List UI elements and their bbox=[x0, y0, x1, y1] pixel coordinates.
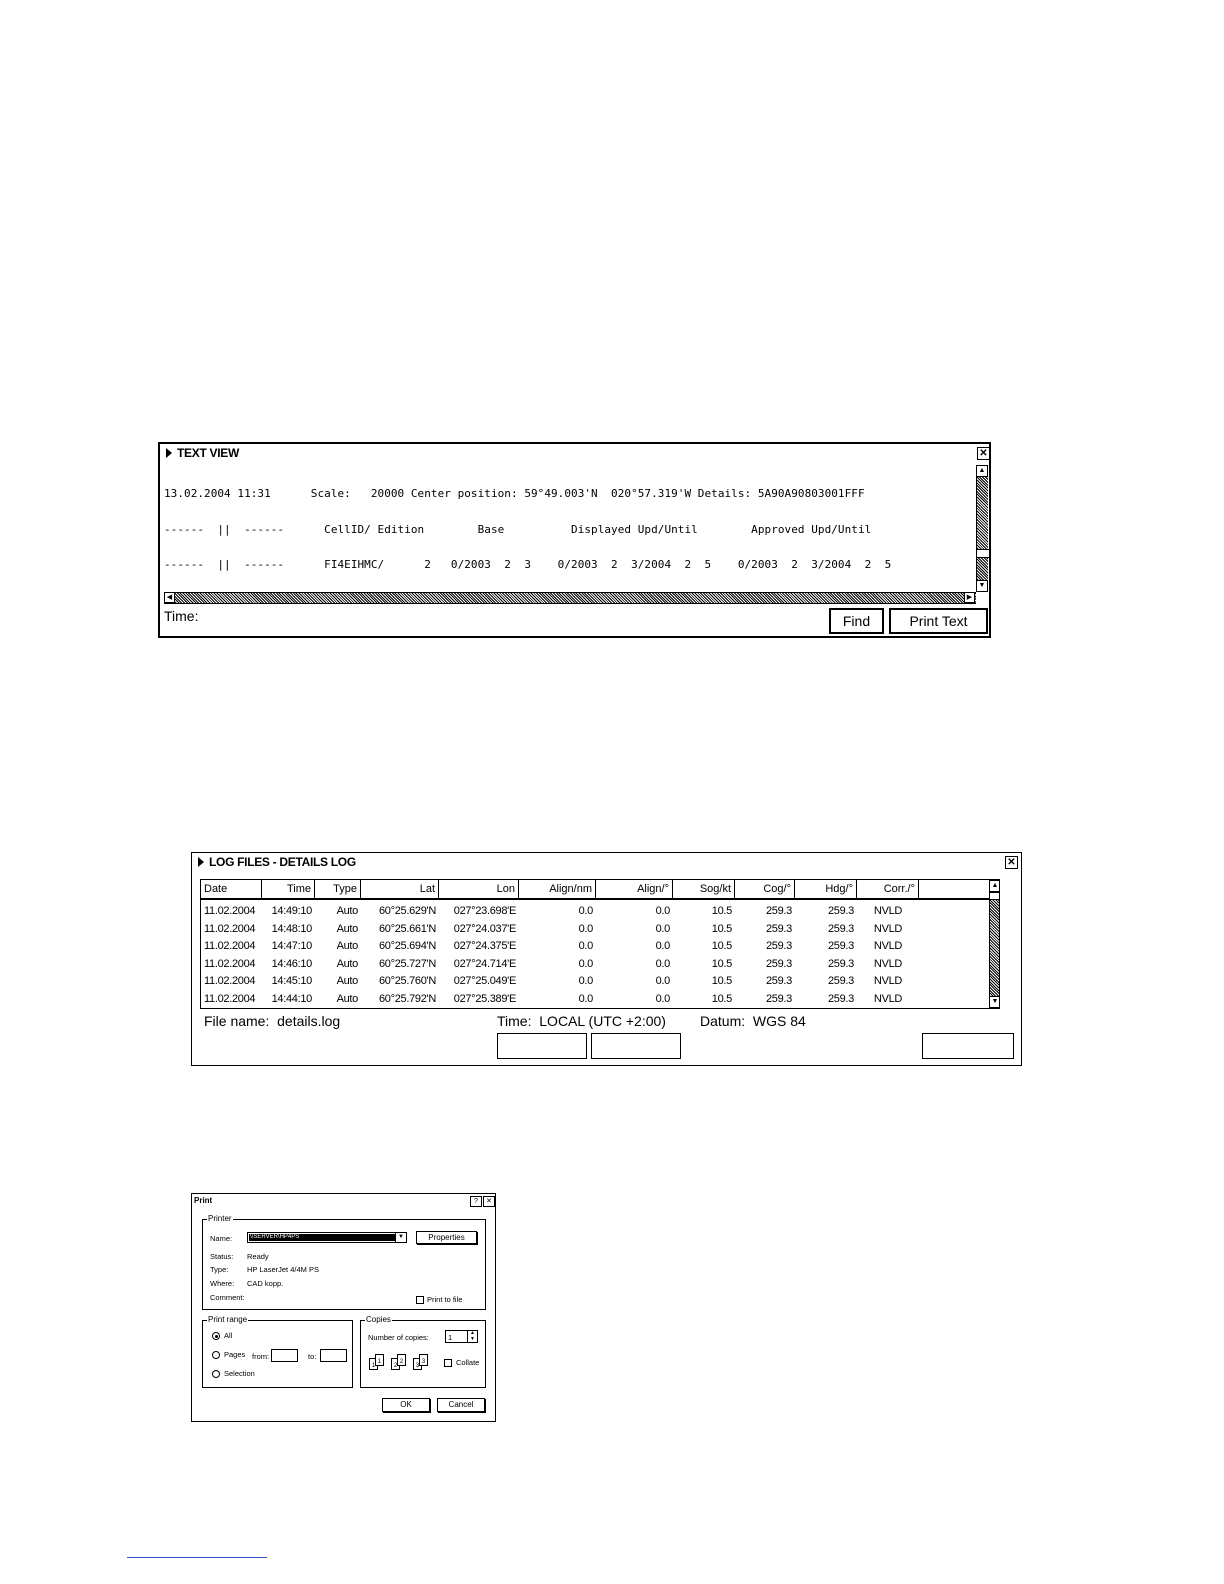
text-line: ------ || ------ CellID/ Edition Base Displayed Upd/Until Approved Upd/Until bbox=[164, 522, 872, 536]
time-label: Time: bbox=[497, 1013, 532, 1029]
datum-value: WGS 84 bbox=[752, 1013, 806, 1029]
cell-lon: 027°24.714'E bbox=[453, 957, 516, 970]
cell-cog: 259.3 bbox=[765, 940, 792, 953]
find-button[interactable]: Find bbox=[829, 608, 884, 634]
number-of-copies-label: Number of copies: bbox=[368, 1333, 429, 1342]
column-header-align-nm[interactable]: Align/nm bbox=[519, 880, 596, 898]
column-header-lat[interactable]: Lat bbox=[361, 880, 439, 898]
cell-align-nm: 0.0 bbox=[578, 975, 593, 988]
ok-button[interactable]: OK bbox=[382, 1398, 430, 1412]
cell-type: Auto bbox=[336, 975, 358, 988]
printer-group bbox=[202, 1214, 486, 1310]
window-title bbox=[198, 855, 356, 869]
file-name-value: details.log bbox=[277, 1013, 341, 1029]
scroll-thumb[interactable] bbox=[989, 892, 1000, 900]
all-radio[interactable] bbox=[212, 1332, 220, 1340]
cell-align-deg: 0.0 bbox=[655, 975, 670, 988]
cell-time: 14:46:10 bbox=[271, 957, 312, 970]
collate-label: Collate bbox=[456, 1358, 480, 1367]
scroll-thumb[interactable] bbox=[976, 549, 990, 558]
printer-name-value: \\SERVER\HP4PS bbox=[249, 1234, 395, 1241]
print-range-group-title: Print range bbox=[208, 1315, 248, 1324]
file-name-label: File name: bbox=[204, 1013, 270, 1029]
page-icon: 1 bbox=[375, 1354, 384, 1366]
printer-group-title: Printer bbox=[208, 1214, 232, 1223]
title-text: TEXT VIEW bbox=[177, 446, 239, 460]
cell-lon: 027°25.049'E bbox=[453, 975, 516, 988]
close-icon[interactable]: ✕ bbox=[1005, 856, 1018, 869]
cell-date: 11.02.2004 bbox=[204, 922, 256, 935]
print-dialog bbox=[191, 1193, 496, 1422]
cell-sog: 10.5 bbox=[711, 957, 732, 970]
cell-lat: 60°25.760'N bbox=[378, 975, 436, 988]
table-row[interactable] bbox=[201, 972, 999, 990]
column-header-corr[interactable]: Corr./° bbox=[857, 880, 919, 898]
cell-date: 11.02.2004 bbox=[204, 940, 256, 953]
spin-arrows-icon[interactable]: ▲ ▼ bbox=[467, 1331, 477, 1342]
file-name-field bbox=[204, 1013, 340, 1029]
time-label: Time: bbox=[164, 608, 199, 624]
cell-corr: NVLD bbox=[873, 993, 903, 1005]
cell-hdg: 259.3 bbox=[827, 993, 854, 1005]
cell-type: Auto bbox=[336, 922, 358, 935]
cell-date: 11.02.2004 bbox=[204, 905, 256, 917]
chevron-down-icon[interactable]: ▼ bbox=[395, 1233, 406, 1242]
cell-cog: 259.3 bbox=[765, 922, 792, 935]
where-value: CAD kopp. bbox=[247, 1279, 284, 1288]
help-icon[interactable]: ? bbox=[470, 1196, 482, 1207]
column-header-type[interactable]: Type bbox=[315, 880, 361, 898]
footer-rule bbox=[127, 1557, 267, 1558]
collapse-triangle-icon[interactable] bbox=[198, 857, 204, 867]
vertical-scrollbar[interactable] bbox=[976, 465, 988, 591]
cell-lon: 027°24.375'E bbox=[453, 940, 516, 953]
cell-hdg: 259.3 bbox=[827, 905, 854, 917]
selection-label: Selection bbox=[224, 1369, 255, 1378]
properties-button[interactable]: Properties bbox=[416, 1231, 477, 1244]
cell-lon: 027°24.037'E bbox=[453, 922, 516, 935]
copies-group-title: Copies bbox=[366, 1315, 391, 1324]
cell-sog: 10.5 bbox=[711, 975, 732, 988]
cell-corr: NVLD bbox=[873, 905, 903, 917]
cell-align-deg: 0.0 bbox=[655, 922, 670, 935]
cell-hdg: 259.3 bbox=[827, 940, 854, 953]
cell-corr: NVLD bbox=[873, 957, 903, 970]
cell-type: Auto bbox=[336, 905, 358, 917]
page-icon: 1 bbox=[369, 1358, 378, 1370]
cell-lon: 027°23.698'E bbox=[453, 905, 516, 917]
cell-date: 11.02.2004 bbox=[204, 957, 256, 970]
table-row[interactable] bbox=[201, 990, 999, 1008]
status-value: Ready bbox=[247, 1252, 269, 1261]
cell-lon: 027°25.389'E bbox=[453, 993, 516, 1005]
cell-sog: 10.5 bbox=[711, 993, 732, 1005]
cell-align-nm: 0.0 bbox=[578, 993, 593, 1005]
scroll-right-icon[interactable]: ▶ bbox=[964, 592, 975, 603]
dialog-title: Print bbox=[194, 1196, 213, 1205]
log-files-window bbox=[191, 852, 1022, 1066]
text-view-window bbox=[158, 442, 991, 638]
blank-button[interactable] bbox=[497, 1033, 587, 1059]
cell-hdg: 259.3 bbox=[827, 957, 854, 970]
scroll-down-icon[interactable]: ▼ bbox=[989, 996, 1000, 1008]
table-header bbox=[201, 880, 999, 900]
text-line: ------ || ------ FI4EIHMC/ 2 0/2003 2 3 0/2003 2 3/2004 2 5 0/2003 2 3/2004 2 5 bbox=[164, 557, 892, 571]
type-label: Type: bbox=[210, 1265, 229, 1274]
cell-corr: NVLD bbox=[873, 975, 903, 988]
column-header-time[interactable]: Time bbox=[262, 880, 315, 898]
column-header-sog[interactable]: Sog/kt bbox=[673, 880, 735, 898]
printer-name-select[interactable] bbox=[247, 1232, 407, 1243]
cancel-button[interactable]: Cancel bbox=[437, 1398, 485, 1412]
table-row[interactable] bbox=[201, 937, 999, 955]
type-value: HP LaserJet 4/4M PS bbox=[247, 1265, 319, 1274]
cell-lat: 60°25.661'N bbox=[378, 922, 436, 935]
table-row[interactable] bbox=[201, 955, 999, 973]
cell-cog: 259.3 bbox=[765, 905, 792, 917]
window-title bbox=[166, 446, 239, 460]
close-icon[interactable]: ✕ bbox=[977, 447, 990, 460]
cell-align-nm: 0.0 bbox=[578, 922, 593, 935]
horizontal-scrollbar[interactable] bbox=[164, 592, 976, 604]
page-icon: 2 bbox=[397, 1354, 406, 1366]
datum-label: Datum: bbox=[700, 1013, 746, 1029]
where-label: Where: bbox=[210, 1279, 235, 1288]
cell-time: 14:48:10 bbox=[271, 922, 312, 935]
scroll-down-icon[interactable]: ▼ bbox=[976, 580, 988, 592]
time-field bbox=[497, 1013, 666, 1029]
page-icon: 3 bbox=[419, 1354, 428, 1366]
datum-field bbox=[700, 1013, 806, 1029]
cell-lat: 60°25.694'N bbox=[378, 940, 436, 953]
print-range-group bbox=[202, 1315, 353, 1388]
all-label: All bbox=[224, 1331, 233, 1340]
text-view-content bbox=[164, 465, 976, 585]
cell-cog: 259.3 bbox=[765, 993, 792, 1005]
cell-lat: 60°25.629'N bbox=[378, 905, 436, 917]
cell-type: Auto bbox=[336, 993, 358, 1005]
copies-group bbox=[360, 1315, 486, 1388]
comment-label: Comment: bbox=[210, 1293, 245, 1302]
cell-align-deg: 0.0 bbox=[655, 905, 670, 917]
cell-type: Auto bbox=[336, 940, 358, 953]
cell-sog: 10.5 bbox=[711, 940, 732, 953]
to-label: to: bbox=[308, 1352, 317, 1361]
column-header-lon[interactable]: Lon bbox=[439, 880, 519, 898]
copies-stepper[interactable] bbox=[445, 1330, 478, 1343]
to-input[interactable] bbox=[320, 1349, 347, 1362]
collapse-triangle-icon[interactable] bbox=[166, 448, 172, 458]
cell-date: 11.02.2004 bbox=[204, 975, 256, 988]
blank-button[interactable] bbox=[591, 1033, 681, 1059]
print-text-button[interactable]: Print Text bbox=[889, 608, 988, 634]
name-label: Name: bbox=[210, 1234, 233, 1243]
pages-label: Pages bbox=[224, 1350, 246, 1359]
cell-time: 14:44:10 bbox=[271, 993, 312, 1005]
log-table bbox=[200, 879, 1000, 1009]
cell-align-nm: 0.0 bbox=[578, 905, 593, 917]
scroll-up-icon[interactable]: ▲ bbox=[976, 465, 988, 477]
cell-align-nm: 0.0 bbox=[578, 957, 593, 970]
cell-lat: 60°25.792'N bbox=[378, 993, 436, 1005]
cell-align-deg: 0.0 bbox=[655, 993, 670, 1005]
column-header-cog[interactable]: Cog/° bbox=[735, 880, 795, 898]
collate-checkbox[interactable] bbox=[444, 1359, 452, 1367]
cell-sog: 10.5 bbox=[711, 905, 732, 917]
column-header-date[interactable]: Date bbox=[201, 880, 262, 898]
cell-align-deg: 0.0 bbox=[655, 940, 670, 953]
cell-date: 11.02.2004 bbox=[204, 993, 256, 1005]
cell-cog: 259.3 bbox=[765, 975, 792, 988]
print-to-file-label: Print to file bbox=[427, 1295, 463, 1304]
blank-button[interactable] bbox=[922, 1033, 1014, 1059]
status-label: Status: bbox=[210, 1252, 234, 1261]
from-label: from: bbox=[252, 1352, 270, 1361]
table-row[interactable] bbox=[201, 920, 999, 938]
cell-corr: NVLD bbox=[873, 940, 903, 953]
column-header-hdg[interactable]: Hdg/° bbox=[795, 880, 857, 898]
scroll-left-icon[interactable]: ◀ bbox=[164, 592, 175, 603]
cell-corr: NVLD bbox=[873, 922, 903, 935]
cell-sog: 10.5 bbox=[711, 922, 732, 935]
from-input[interactable] bbox=[271, 1349, 298, 1362]
cell-type: Auto bbox=[336, 957, 358, 970]
close-icon[interactable]: ✕ bbox=[483, 1196, 495, 1207]
page-icon: 3 bbox=[413, 1358, 422, 1370]
scroll-up-icon[interactable]: ▲ bbox=[989, 880, 1000, 892]
cell-hdg: 259.3 bbox=[827, 975, 854, 988]
cell-cog: 259.3 bbox=[765, 957, 792, 970]
column-header-align-deg[interactable]: Align/° bbox=[596, 880, 673, 898]
cell-align-nm: 0.0 bbox=[578, 940, 593, 953]
cell-lat: 60°25.727'N bbox=[378, 957, 436, 970]
cell-hdg: 259.3 bbox=[827, 922, 854, 935]
cell-time: 14:45:10 bbox=[271, 975, 312, 988]
time-value: LOCAL (UTC +2:00) bbox=[539, 1013, 666, 1029]
copies-value: 1 bbox=[448, 1333, 453, 1342]
print-to-file-checkbox[interactable] bbox=[416, 1296, 424, 1304]
cell-align-deg: 0.0 bbox=[655, 957, 670, 970]
pages-radio[interactable] bbox=[212, 1351, 220, 1359]
selection-radio[interactable] bbox=[212, 1370, 220, 1378]
title-text: LOG FILES - DETAILS LOG bbox=[209, 855, 356, 869]
text-line: 13.02.2004 11:31 Scale: 20000 Center position: 59°49.003'N 020°57.319'W Details: 5A90A90803001FFF bbox=[164, 487, 865, 501]
cell-time: 14:49:10 bbox=[271, 905, 312, 917]
page-icon: 2 bbox=[391, 1358, 400, 1370]
cell-time: 14:47:10 bbox=[271, 940, 312, 953]
table-row[interactable] bbox=[201, 902, 999, 920]
